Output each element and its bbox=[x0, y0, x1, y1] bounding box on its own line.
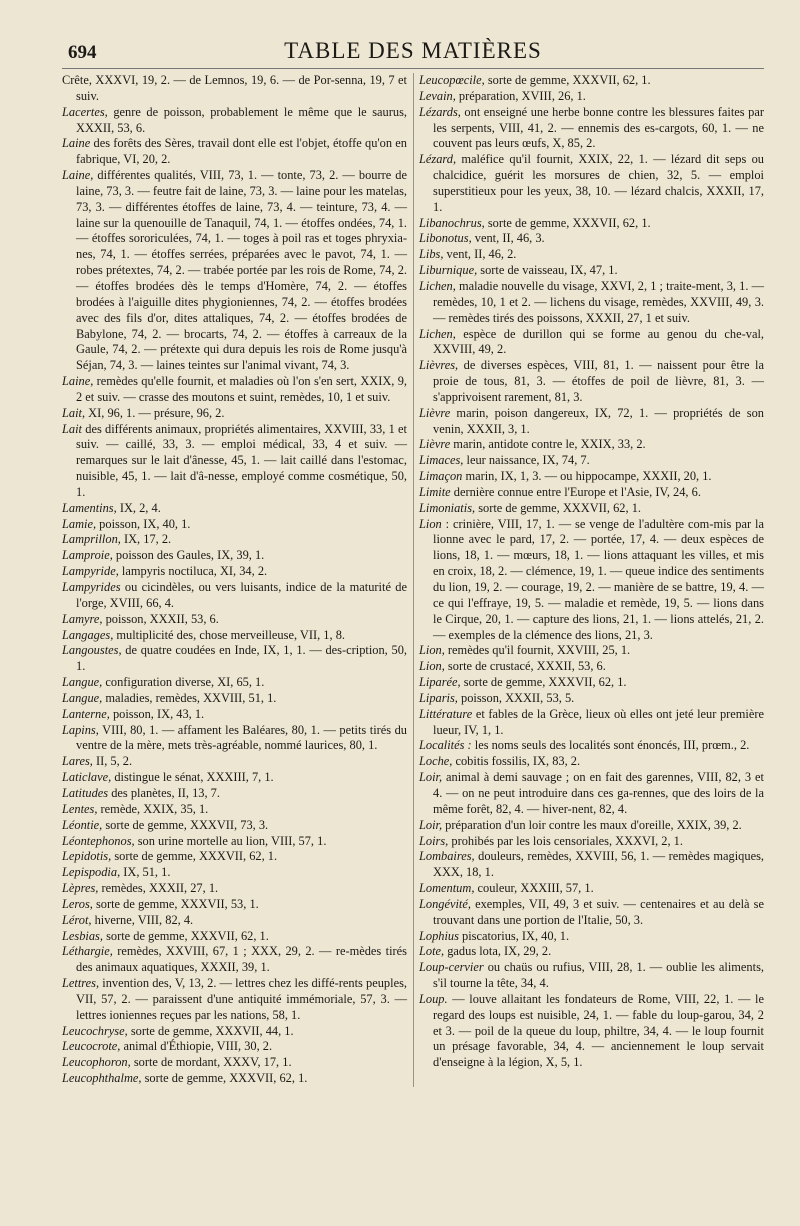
entry-term: Littérature bbox=[419, 706, 473, 721]
entry-text: multiplicité des, chose merveilleuse, VII, 1, 8. bbox=[113, 627, 345, 642]
entry-term: Langue, bbox=[62, 690, 103, 705]
entry-term: Lamie, bbox=[62, 516, 97, 531]
entry-term: Lapins, bbox=[62, 722, 99, 737]
entry-term: Limoniatis, bbox=[419, 500, 476, 515]
entry-text: prohibés par les lois censoriales, XXXVI, 2, 1. bbox=[448, 833, 683, 848]
entry-term: Lézards, bbox=[419, 104, 461, 119]
index-entry bbox=[62, 770, 407, 786]
entry-term: Leucocrote, bbox=[62, 1039, 121, 1054]
index-entry bbox=[62, 976, 407, 1024]
entry-term: Lomentum, bbox=[419, 881, 475, 896]
page-title: TABLE DES MATIÈRES bbox=[284, 38, 542, 63]
index-entry bbox=[419, 73, 764, 89]
index-entry bbox=[62, 1024, 407, 1040]
index-entry bbox=[419, 105, 764, 153]
entry-term: Loirs, bbox=[419, 833, 449, 848]
entry-term: Laine, bbox=[62, 374, 94, 389]
entry-term: Leucopœcile, bbox=[419, 73, 485, 87]
index-entry bbox=[62, 707, 407, 723]
entry-text: poisson des Gaules, IX, 39, 1. bbox=[112, 548, 265, 563]
index-entry bbox=[62, 73, 407, 105]
entry-text: sorte de vaisseau, IX, 47, 1. bbox=[477, 263, 618, 278]
index-entry bbox=[62, 1039, 407, 1055]
entry-term: Laticlave, bbox=[62, 770, 112, 785]
index-entry bbox=[419, 944, 764, 960]
entry-text: dernière connue entre l'Europe et l'Asie, IV, 24, 6. bbox=[450, 484, 701, 499]
entry-term: Lentes, bbox=[62, 801, 98, 816]
entry-text: remèdes, XXVIII, 67, 1 ; XXX, 29, 2. — re-mèdes tirés des animaux aquatiques, XXXII, 39, 1. bbox=[76, 944, 407, 975]
index-entry bbox=[419, 263, 764, 279]
entry-text: marin, IX, 1, 3. — ou hippocampe, XXXII, 20, 1. bbox=[462, 469, 712, 484]
entry-text: ont enseigné une herbe bonne contre les blessures faites par les serpents, VIII, 41, 2. — ennemis des es-cargots, 60, 1. — ne couvent pas leurs œufs, X, 85, 2. bbox=[433, 104, 764, 151]
entry-term: Libanochrus, bbox=[419, 215, 485, 230]
entry-term: Latitudes bbox=[62, 785, 109, 800]
index-entry bbox=[62, 834, 407, 850]
entry-text: sorte de gemme, XXXVII, 62, 1. bbox=[460, 675, 627, 690]
entry-text: préparation d'un loir contre les maux d'oreille, XXIX, 39, 2. bbox=[442, 817, 742, 832]
entry-term: Leucophoron, bbox=[62, 1055, 131, 1070]
entry-term: Lérot, bbox=[62, 912, 92, 927]
entry-term: Localités : bbox=[419, 738, 472, 753]
index-entry bbox=[419, 960, 764, 992]
index-entry bbox=[419, 770, 764, 818]
entry-term: Lion bbox=[419, 516, 442, 531]
entry-term: Lampyride, bbox=[62, 564, 119, 579]
entry-text: poisson, IX, 40, 1. bbox=[96, 516, 191, 531]
index-columns bbox=[62, 73, 764, 1087]
entry-text: les noms seuls des localités sont énoncés, III, prœm., 2. bbox=[471, 738, 750, 753]
index-entry bbox=[62, 929, 407, 945]
entry-term: Léontephonos, bbox=[62, 833, 135, 848]
entry-term: Laine bbox=[62, 136, 91, 151]
entry-text: espèce de durillon qui se forme au genou du che-val, XXVIII, 49, 2. bbox=[433, 326, 764, 357]
entry-term: Libs, bbox=[419, 247, 444, 262]
entry-term: Langoustes, bbox=[62, 643, 122, 658]
index-entry bbox=[62, 501, 407, 517]
index-entry bbox=[419, 754, 764, 770]
entry-text: maléfice qu'il fournit, XXIX, 22, 1. — lézard dit seps ou chalcidice, guérit les morsures de chien, 32, 5. — emploi superstitieux pour les yeux, 38, 10. — lézard chalcis, XXXII, 17, 1. bbox=[433, 152, 764, 214]
entry-term: Lote, bbox=[419, 944, 445, 959]
entry-term: Lettres, bbox=[62, 976, 100, 991]
index-entry bbox=[419, 231, 764, 247]
index-entry bbox=[62, 865, 407, 881]
entry-text: configuration diverse, XI, 65, 1. bbox=[102, 675, 265, 690]
index-entry bbox=[419, 707, 764, 739]
entry-text: vent, II, 46, 2. bbox=[443, 247, 517, 262]
index-entry bbox=[419, 881, 764, 897]
entry-term: Lepispodia, bbox=[62, 865, 121, 880]
entry-term: Lesbias, bbox=[62, 928, 103, 943]
index-entry bbox=[62, 913, 407, 929]
entry-term: Langages, bbox=[62, 627, 114, 642]
entry-term: Lombaires, bbox=[419, 849, 475, 864]
entry-term: Leucochryse, bbox=[62, 1023, 128, 1038]
index-entry bbox=[62, 105, 407, 137]
entry-term: Lièvre bbox=[419, 405, 451, 420]
entry-term: Langue, bbox=[62, 675, 103, 690]
entry-term: Léontie, bbox=[62, 817, 103, 832]
entry-text: sorte de gemme, XXXVII, 53, 1. bbox=[92, 896, 259, 911]
entry-term: Lepidotis, bbox=[62, 849, 112, 864]
page-number: 694 bbox=[68, 42, 97, 63]
entry-text: lampyris noctiluca, XI, 34, 2. bbox=[118, 564, 268, 579]
entry-text: sorte de gemme, XXXVII, 62, 1. bbox=[102, 928, 269, 943]
entry-text: vent, II, 46, 3. bbox=[471, 231, 545, 246]
header-rule bbox=[62, 68, 764, 69]
index-entry bbox=[419, 152, 764, 215]
index-entry bbox=[419, 517, 764, 644]
entry-text: préparation, XVIII, 26, 1. bbox=[455, 88, 586, 103]
index-entry bbox=[419, 89, 764, 105]
index-entry bbox=[62, 1071, 407, 1087]
entry-text: XI, 96, 1. — présure, 96, 2. bbox=[85, 405, 225, 420]
entry-text: leur naissance, IX, 74, 7. bbox=[463, 453, 590, 468]
index-entry bbox=[62, 168, 407, 374]
entry-text: invention des, V, 13, 2. — lettres chez les diffé-rents peuples, VII, 57, 2. — paraissent d'une antiquité immémoriale, 57, 3. — lettres ioniennes reçues par les nations, 58, 1. bbox=[76, 976, 407, 1022]
entry-term: Loche, bbox=[419, 754, 453, 769]
entry-term: Lamproie, bbox=[62, 548, 113, 563]
index-entry bbox=[62, 612, 407, 628]
index-entry bbox=[419, 818, 764, 834]
entry-text: poisson, XXXII, 53, 5. bbox=[457, 690, 575, 705]
entry-term: Lièvres, bbox=[419, 358, 459, 373]
entry-text: sorte de gemme, XXXVII, 44, 1. bbox=[127, 1023, 294, 1038]
entry-term: Lacertes, bbox=[62, 104, 108, 119]
index-entry bbox=[62, 517, 407, 533]
entry-term: Lait bbox=[62, 421, 82, 436]
entry-term: Lèpres, bbox=[62, 881, 99, 896]
index-entry bbox=[62, 675, 407, 691]
index-entry bbox=[62, 422, 407, 501]
entry-text: gadus lota, IX, 29, 2. bbox=[444, 944, 552, 959]
entry-text: sorte de gemme, XXXVII, 62, 1. bbox=[141, 1071, 308, 1086]
index-entry bbox=[419, 897, 764, 929]
entry-term: Lophius bbox=[419, 928, 459, 943]
entry-text: douleurs, remèdes, XXVIII, 56, 1. — remèdes magiques, XXX, 18, 1. bbox=[433, 849, 764, 880]
entry-text: remèdes qu'elle fournit, et maladies où l'on s'en sert, XXIX, 9, 2 et suiv. — crasse des moutons et suint, remèdes, 10, 1 et suiv. bbox=[76, 374, 407, 404]
entry-term: Loir, bbox=[419, 817, 443, 832]
index-entry bbox=[419, 406, 764, 438]
entry-text: ou chaüs ou rufius, VIII, 28, 1. — oublie les aliments, s'il tourne la tête, 34, 4. bbox=[433, 960, 764, 991]
entry-term: Limaces, bbox=[419, 453, 464, 468]
index-entry bbox=[419, 738, 764, 754]
entry-text: sorte de gemme, XXXVII, 62, 1. bbox=[484, 73, 651, 87]
index-entry bbox=[419, 659, 764, 675]
entry-text: ou cicindèles, ou vers luisants, indice de la maturité de l'orge, XVIII, 66, 4. bbox=[76, 580, 407, 610]
entry-text: des forêts des Sères, travail dont elle est l'objet, étoffe qu'on en fabrique, VI, 20, 2. bbox=[76, 136, 407, 167]
index-entry bbox=[62, 532, 407, 548]
entry-text: de quatre coudées en Inde, IX, 1, 1. — des-cription, 50, 1. bbox=[76, 643, 407, 674]
entry-term: Lait, bbox=[62, 405, 86, 420]
index-entry bbox=[62, 580, 407, 612]
entry-term: Lamprillon, bbox=[62, 532, 121, 547]
index-entry bbox=[62, 136, 407, 168]
entry-text: remèdes qu'il fournit, XXVIII, 25, 1. bbox=[444, 643, 631, 658]
entry-text: remède, XXIX, 35, 1. bbox=[97, 801, 209, 816]
index-entry bbox=[419, 501, 764, 517]
index-entry bbox=[419, 485, 764, 501]
index-entry bbox=[419, 437, 764, 453]
entry-text: genre de poisson, probablement le même que le saurus, XXXII, 53, 6. bbox=[76, 104, 407, 135]
entry-term: Limaçon bbox=[419, 469, 463, 484]
index-entry bbox=[62, 1055, 407, 1071]
index-entry bbox=[62, 374, 407, 406]
entry-text: VIII, 80, 1. — affament les Baléares, 80, 1. — petits tirés du ventre de la mère, mets très-agréable, nommé laurices, 80, 1. bbox=[76, 722, 407, 753]
entry-term: Laine, bbox=[62, 168, 94, 183]
index-entry bbox=[62, 691, 407, 707]
index-entry bbox=[419, 216, 764, 232]
index-entry bbox=[419, 453, 764, 469]
entry-text: et fables de la Grèce, lieux où elles ont jeté leur première lueur, IV, 1, 1. bbox=[433, 706, 764, 737]
entry-text: de diverses espèces, VIII, 81, 1. — naissent pour être la proie de tous, 81, 3. — étoffes de poil de lièvre, 81, 3. — s'apprivoisent rarement, 81, 3. bbox=[433, 358, 764, 404]
index-entry bbox=[62, 786, 407, 802]
entry-text: piscatorius, IX, 40, 1. bbox=[458, 928, 570, 943]
entry-text: : crinière, VIII, 17, 1. — se venge de l'adultère com-mis par la lionne avec le pard, 17, 2. — portée, 17, 4. — deux espèces de lions, 18, 1. — mœurs, 18, 1. — lions attaquant les villes, et mis en croix, 18, 2. — clémence, 19, 1. — queue indice des sentiments du lion, 19, 2. — courage, 19, 2. — manière de se battre, 19, 4. — ce qui l'effraye, 19, 5. — maladie et remède, 19, 5. — lions dans le Cirque, 20, 1. — capture des lions, 21, 1. — lions attelés, 21, 2. — exemples de la clémence des lions, 21, 3. bbox=[433, 516, 765, 642]
entry-term: Liparis, bbox=[419, 690, 458, 705]
entry-term: Lichen, bbox=[419, 278, 456, 293]
entry-term: Lares, bbox=[62, 754, 93, 769]
entry-term: Lichen, bbox=[419, 326, 456, 341]
entry-text: sorte de crustacé, XXXII, 53, 6. bbox=[444, 659, 606, 674]
index-entry bbox=[419, 358, 764, 406]
entry-text: des différents animaux, propriétés alimentaires, XXVIII, 33, 1 et suiv. — caillé, 33, 3. — emploi médical, 33, 4 et suiv. — remarques sur le lait d'ânesse, 45, 1. — lait caillé dans l'estomac, nuisible, 45, 1. — lait d'â-nesse, employé comme cosmétique, 50, 1. bbox=[76, 421, 407, 499]
index-entry bbox=[419, 675, 764, 691]
entry-text: sorte de gemme, XXXVII, 62, 1. bbox=[484, 215, 651, 230]
entry-term: Levain, bbox=[419, 88, 456, 103]
entry-term: Loup. bbox=[419, 991, 448, 1006]
entry-text: maladies, remèdes, XXVIII, 51, 1. bbox=[102, 690, 277, 705]
entry-text: sorte de gemme, XXXVII, 62, 1. bbox=[475, 500, 641, 515]
entry-term: Liparée, bbox=[419, 675, 461, 690]
index-entry bbox=[62, 802, 407, 818]
entry-term: Loup-cervier bbox=[419, 960, 484, 975]
index-entry bbox=[62, 754, 407, 770]
entry-term: Lampyrides bbox=[62, 580, 121, 594]
index-entry bbox=[419, 327, 764, 359]
entry-term: Lamyre, bbox=[62, 611, 103, 626]
index-entry bbox=[62, 897, 407, 913]
entry-term: Leucophthalme, bbox=[62, 1071, 142, 1086]
entry-term: Lamentins, bbox=[62, 500, 117, 515]
index-entry bbox=[62, 406, 407, 422]
entry-text: poisson, XXXII, 53, 6. bbox=[102, 611, 219, 626]
entry-term: Lièvre bbox=[419, 437, 451, 452]
entry-text: différentes qualités, VIII, 73, 1. — tonte, 73, 2. — bourre de laine, 73, 3. — feutre fait de laine, 73, 3. — laine pour les matelas, 73, 3. — différentes étoffes de laine, 73, 4. — teinture, 73, 4. — laine sur la quenouille de Tanaquil, 74, 1. — étoffes ondées, 74, 1. — étoffes sororiculées, 74, 1. — toges à poil ras et toges phryxia-nes, 74, 1. — étoffes serrées, préparées avec le pavot, 74, 1. — robes prétextes, 74, 2. — trabée portée par les rois de Rome, 74, 2. — étoffes brodées dès le temps d'Homère, 74, 2. — étoffes brodées à l'aiguille dites phygioniennes, 74, 2. — étoffes brodées avec des fils d'or, dites attaliques, 74, 2. — étoffes brodées de Babylone, 74, 2. — brocarts, 74, 2. — étoffes à carreaux de la Gaule, 74, 2. — prétexte qui dura depuis les rois de Rome jusqu'à Séjan, 74, 3. — laines teintes sur l'animal vivant, 74, 3. bbox=[76, 168, 407, 373]
index-entry bbox=[419, 691, 764, 707]
entry-text: — louve allaitant les fondateurs de Rome, VIII, 22, 1. — le regard des loups est nuisible, 24, 1. — fable du loup-garou, 34, 2 et 3. — poil de la queue du loup, philtre, 34, 4. — le loup fournit un présage favorable, 34, 4. — anciennement le loup servait d'enseigne à la légion, X, 5, 1. bbox=[433, 991, 764, 1070]
right-column bbox=[419, 73, 764, 1087]
index-entry bbox=[62, 723, 407, 755]
entry-text: sorte de mordant, XXXV, 17, 1. bbox=[130, 1055, 292, 1070]
entry-term: Lanterne, bbox=[62, 706, 110, 721]
entry-text: des planètes, II, 13, 7. bbox=[108, 785, 220, 800]
entry-text: sorte de gemme, XXXVII, 73, 3. bbox=[102, 817, 269, 832]
entry-text: remèdes, XXXII, 27, 1. bbox=[98, 881, 219, 896]
entry-text: distingue le sénat, XXXIII, 7, 1. bbox=[111, 770, 274, 785]
entry-term: Lion, bbox=[419, 643, 445, 658]
entry-text: animal d'Éthiopie, VIII, 30, 2. bbox=[120, 1039, 273, 1054]
entry-text: marin, antidote contre le, XXIX, 33, 2. bbox=[450, 437, 646, 452]
index-entry bbox=[419, 929, 764, 945]
entry-text: II, 5, 2. bbox=[92, 754, 133, 769]
index-entry bbox=[419, 279, 764, 327]
entry-text: cobitis fossilis, IX, 83, 2. bbox=[452, 754, 581, 769]
index-entry bbox=[62, 628, 407, 644]
entry-text: poisson, IX, 43, 1. bbox=[109, 706, 205, 721]
index-entry bbox=[419, 643, 764, 659]
index-entry bbox=[419, 469, 764, 485]
entry-text: sorte de gemme, XXXVII, 62, 1. bbox=[111, 849, 278, 864]
entry-term: Longévité, bbox=[419, 896, 471, 911]
entry-term: Limite bbox=[419, 484, 451, 499]
entry-text: hiverne, VIII, 82, 4. bbox=[91, 912, 194, 927]
entry-text: marin, poison dangereux, IX, 72, 1. — propriétés de son venin, XXXII, 3, 1. bbox=[433, 405, 764, 436]
index-entry bbox=[62, 849, 407, 865]
index-entry bbox=[419, 834, 764, 850]
index-entry bbox=[62, 818, 407, 834]
left-column bbox=[62, 73, 407, 1087]
index-entry bbox=[62, 548, 407, 564]
entry-term: Lézard, bbox=[419, 152, 457, 167]
index-entry bbox=[62, 881, 407, 897]
entry-term: Loir, bbox=[419, 770, 443, 785]
page-header bbox=[62, 36, 764, 66]
index-entry bbox=[419, 849, 764, 881]
entry-text: maladie nouvelle du visage, XXVI, 2, 1 ; traite-ment, 3, 1. — remèdes, 10, 1 et 2. — lichens du visage, remèdes, XXVIII, 49, 3. — remèdes tirés des poissons, XXXII, 27, 1 et suiv. bbox=[433, 278, 764, 325]
entry-text: IX, 17, 2. bbox=[120, 532, 172, 547]
entry-text: exemples, VII, 49, 3 et suiv. — centenaires et au delà se trouvant dans une portion de l'Italie, 50, 3. bbox=[433, 896, 764, 927]
entry-text: IX, 2, 4. bbox=[116, 500, 161, 515]
entry-term: Léthargie, bbox=[62, 944, 113, 959]
index-entry bbox=[62, 944, 407, 976]
entry-text: IX, 51, 1. bbox=[120, 865, 171, 880]
entry-text: couleur, XXXIII, 57, 1. bbox=[474, 881, 594, 896]
index-entry bbox=[419, 992, 764, 1071]
entry-text: animal à demi sauvage ; on en fait des garennes, VIII, 82, 3 et 4. — on ne peut introduire dans ces ga-rennes, que des loirs de la même forêt, 82, 4. — hiver-nent, 82, 4. bbox=[433, 770, 764, 816]
index-entry bbox=[419, 247, 764, 263]
entry-text: Crête, XXXVI, 19, 2. — de Lemnos, 19, 6. — de Por-senna, 19, 7 et suiv. bbox=[62, 73, 407, 103]
index-entry bbox=[62, 643, 407, 675]
entry-term: Libonotus, bbox=[419, 231, 472, 246]
entry-text: son urine mortelle au lion, VIII, 57, 1. bbox=[134, 833, 327, 848]
entry-term: Liburnique, bbox=[419, 263, 478, 278]
entry-term: Lion, bbox=[419, 659, 445, 674]
index-entry bbox=[62, 564, 407, 580]
entry-term: Leros, bbox=[62, 896, 93, 911]
